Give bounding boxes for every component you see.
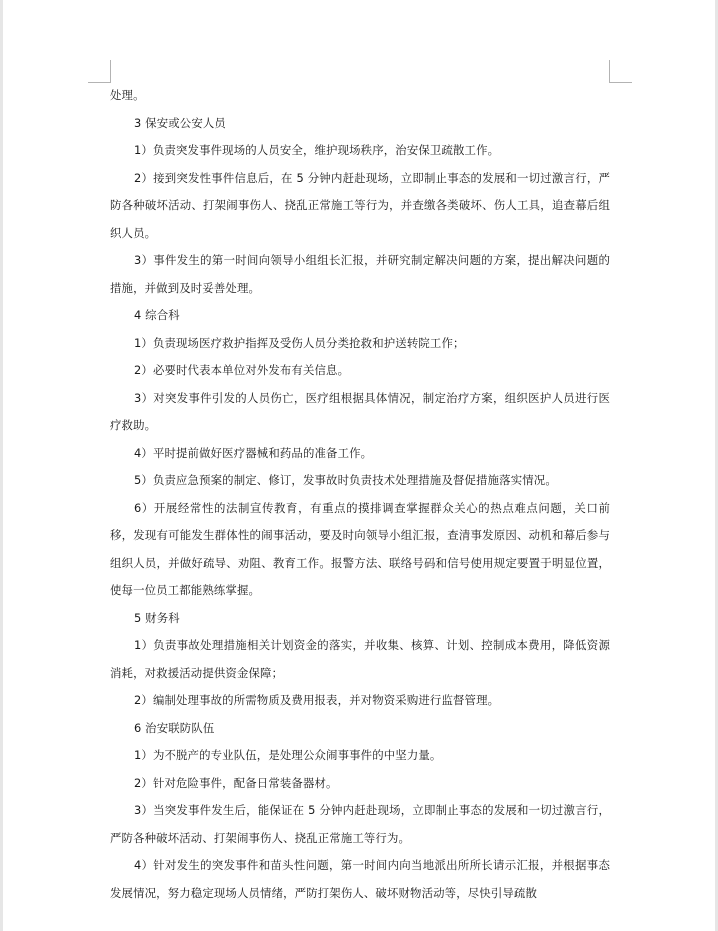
- list-item: 2）接到突发性事件信息后，在 5 分钟内赶赴现场，立即制止事态的发展和一切过激言行，严防各种破坏活动、打架闹事伤人、挠乱正常施工等行为，并查缴各类破坏、伤人工具，追查幕后组织人员。: [110, 170, 610, 240]
- list-item: 3）当突发事件发生后，能保证在 5 分钟内赶赴现场，立即制止事态的发展和一切过激言行，严防各种破坏活动、打架闹事伤人、挠乱正常施工等行为。: [110, 803, 610, 845]
- list-item: 1）负责事故处理措施相关计划资金的落实，并收集、核算、计划、控制成本费用，降低资源消耗，对救援活动提供资金保障；: [110, 638, 610, 680]
- list-item: 6）开展经常性的法制宣传教育，有重点的摸排调查掌握群众关心的热点难点问题，关口前移，发现有可能发生群体性的闹事活动，要及时向领导小组汇报，查清事发原因、动机和幕后参与组织人员，并做好疏导、劝阻、教育工作。报警方法、联络号码和信号使用规定要置于明显位置，使每一位员工都能熟练掌握。: [110, 500, 610, 597]
- section-heading-general-office: 4 综合科: [134, 308, 180, 322]
- document-body: [110, 82, 610, 907]
- list-item: 3）对突发事件引发的人员伤亡，医疗组根据具体情况，制定治疗方案，组织医护人员进行医疗救助。: [110, 390, 610, 432]
- list-item: 2）必要时代表本单位对外发布有关信息。: [134, 363, 350, 377]
- section-heading-security-patrol: 6 治安联防队伍: [134, 720, 215, 735]
- list-item: 2）编制处理事故的所需物质及费用报表，并对物资采购进行监督管理。: [134, 693, 500, 707]
- list-item: 3）事件发生的第一时间向领导小组组长汇报，并研究制定解决问题的方案，提出解决问题的措施，并做到及时妥善处理。: [110, 253, 610, 295]
- list-item: 4）针对发生的突发事件和苗头性问题，第一时间内向当地派出所所长请示汇报，并根据事态发展情况，努力稳定现场人员情绪，严防打架伤人、破坏财物活动等，尽快引导疏散: [110, 858, 610, 900]
- list-item: 1）负责突发事件现场的人员安全，维护现场秩序，治安保卫疏散工作。: [134, 143, 500, 157]
- list-item: 1）负责现场医疗救护指挥及受伤人员分类抢救和护送转院工作；: [134, 335, 465, 350]
- paragraph-continuation: 处理。: [110, 88, 145, 102]
- list-item: 1）为不脱产的专业队伍，是处理公众闹事事件的中坚力量。: [134, 748, 442, 762]
- list-item: 4）平时提前做好医疗器械和药品的准备工作。: [134, 445, 373, 460]
- section-heading-security: 3 保安或公安人员: [134, 115, 226, 130]
- list-item: 2）针对危险事件，配备日常装备器材。: [134, 775, 338, 790]
- page-left-edge: [0, 0, 3, 931]
- margin-corner-marker-left: [88, 60, 111, 83]
- section-heading-finance: 5 财务科: [134, 610, 180, 625]
- margin-corner-marker-right: [609, 60, 632, 83]
- list-item: 5）负责应急预案的制定、修订，发事故时负责技术处理措施及督促措施落实情况。: [134, 473, 557, 487]
